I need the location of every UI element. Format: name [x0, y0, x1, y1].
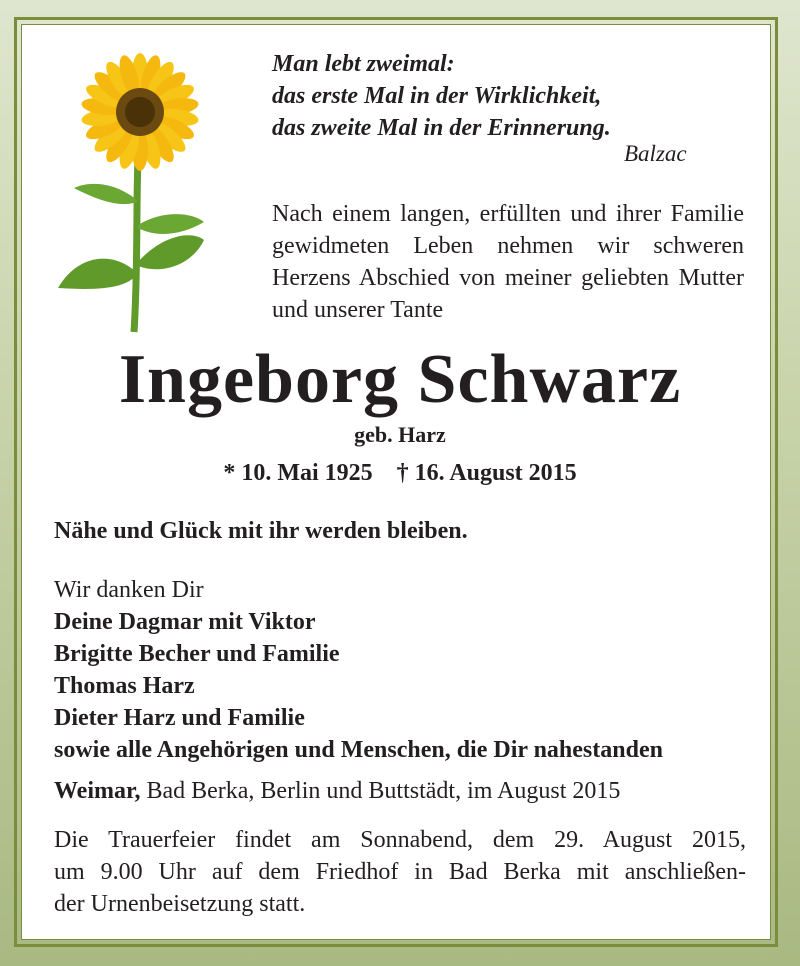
mourners-intro: Wir danken Dir: [54, 577, 204, 603]
funeral-line: Die Trauerfeier findet am Sonnabend, dem 29. August 2015,: [54, 827, 746, 853]
mourner-line: Dieter Harz und Familie: [54, 705, 305, 731]
quote-line: Man lebt zweimal:: [272, 51, 455, 77]
quote-author: Balzac: [624, 141, 687, 166]
funeral-info: [54, 824, 746, 920]
sunflower-icon: [52, 50, 222, 335]
place-city: Weimar,: [54, 778, 141, 804]
birth-date: * 10. Mai 1925: [223, 460, 373, 486]
mourner-line: Thomas Harz: [54, 673, 195, 699]
place-rest: Bad Berka, Berlin und Buttstädt, im August 2015: [140, 778, 621, 804]
life-dates: [0, 460, 800, 487]
mourners: [54, 574, 663, 766]
death-date: † 16. August 2015: [396, 460, 577, 486]
quote: [272, 48, 611, 144]
quote-line: das erste Mal in der Wirklichkeit,: [272, 83, 602, 109]
mourner-line: Brigitte Becher und Familie: [54, 641, 340, 667]
mourner-line: Deine Dagmar mit Viktor: [54, 609, 316, 635]
mourner-line: sowie alle Angehörigen und Menschen, die Dir nahestanden: [54, 737, 663, 763]
place-date: [54, 778, 620, 805]
funeral-line: der Urnenbeisetzung statt.: [54, 891, 306, 917]
intro-text: Nach einem langen, erfüllten und ihrer Familie gewidmeten Leben nehmen wir schweren Herzens Abschied von meiner geliebten Mutter und unserer Tante: [272, 201, 744, 323]
quote-line: das zweite Mal in der Erinnerung.: [272, 115, 611, 141]
maiden-name: geb. Harz: [354, 422, 446, 447]
motto: Nähe und Glück mit ihr werden bleiben.: [54, 518, 468, 544]
deceased-name: Ingeborg Schwarz: [118, 341, 682, 418]
funeral-line: um 9.00 Uhr auf dem Friedhof in Bad Berka mit anschließen-: [54, 859, 746, 885]
